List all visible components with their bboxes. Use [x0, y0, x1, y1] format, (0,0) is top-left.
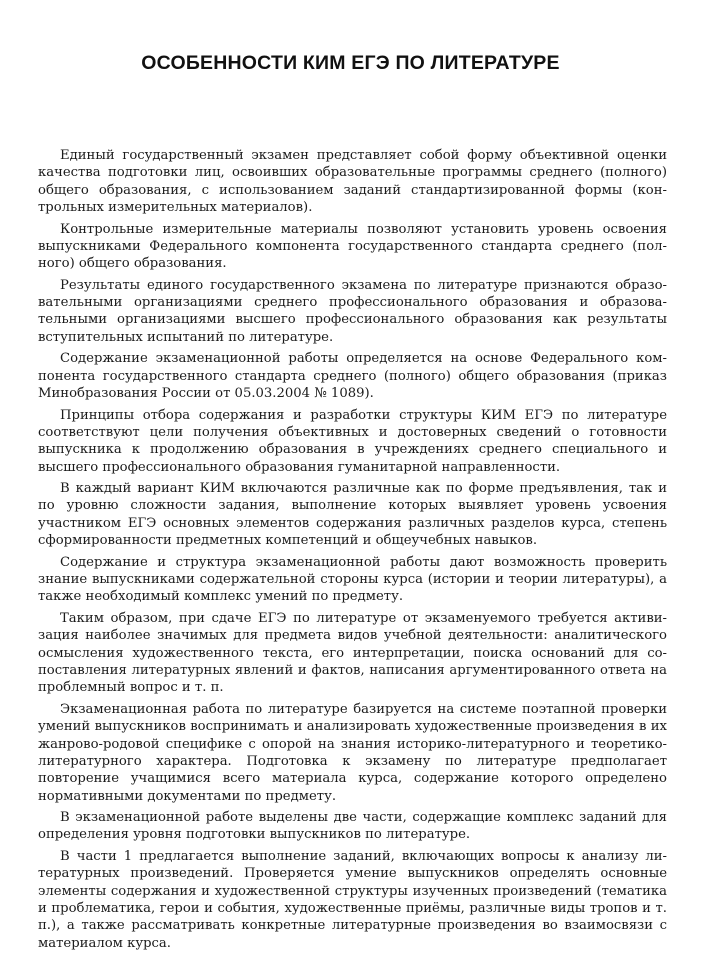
page-title: ОСОБЕННОСТИ КИМ ЕГЭ ПО ЛИТЕРАТУРЕ: [141, 52, 560, 74]
body-text: [38, 147, 667, 956]
paragraph: Принципы отбора содержания и разработки структуры КИМ ЕГЭ по литературе соответствуют цели получения объективных и достоверных сведений о готовности выпускника к продолжению образования в учреждениях среднего специального и высшего профессионального образования гуманитарной направленности.: [38, 407, 667, 475]
paragraph: Контрольные измерительные материалы позволяют установить уровень освоения выпускниками Федерального компонента государственного стандарта среднего (полного) общего образования.: [38, 221, 667, 272]
paragraph: Содержание экзаменационной работы определяется на основе Федерального компонента государственного стандарта среднего (полного) общего образования (приказ Минобразования России от 05.03.2004 № 1089).: [38, 351, 667, 402]
paragraph: Единый государственный экзамен представляет собой форму объективной оценки качества подготовки лиц, освоивших образовательные программы среднего (полного) общего образования, с использованием заданий стандартизированной формы (контрольных измерительных материалов).: [38, 148, 667, 216]
paragraph: Результаты единого государственного экзамена по литературе признаются образовательными организациями среднего профессионального образования и образовательными организациями высшего профессионального образования как результаты вступительных испытаний по литературе.: [38, 277, 667, 345]
paragraph: В части 1 предлагается выполнение заданий, включающих вопросы к анализу литературных произведений. Проверяется умение выпускников определять основные элементы содержания и художественной структуры изученных произведений (тематика и проблематика, герои и события, художественные приёмы, различные виды тропов и т. п.), а также рассматривать конкретные литературные произведения во взаимосвязи с материалом курса.: [38, 848, 667, 951]
paragraph: В каждый вариант КИМ включаются различные как по форме предъявления, так и по уровню сложности задания, выполнение которых выявляет уровень усвоения участником ЕГЭ основных элементов содержания различных разделов курса, степень сформированности предметных компетенций и общеучебных навыков.: [38, 481, 667, 549]
paragraph: Экзаменационная работа по литературе базируется на системе поэтапной проверки умений выпускников воспринимать и анализировать художественные произведения в их жанрово-родовой специфике с опорой на знания историко-литературного и теоретико-литературного характера. Подготовка к экзамену по литературе предполагает повторение учащимися всего материала курса, содержание которого определено нормативными документами по предмету.: [38, 701, 667, 804]
paragraph: В экзаменационной работе выделены две части, содержащие комплекс заданий для определения уровня подготовки выпускников по литературе.: [38, 810, 667, 843]
paragraph: Содержание и структура экзаменационной работы дают возможность проверить знание выпускниками содержательной стороны курса (истории и теории литературы), а также необходимый комплекс умений по предмету.: [38, 554, 667, 605]
paragraph: Таким образом, при сдаче ЕГЭ по литературе от экзаменуемого требуется активизация наиболее значимых для предмета видов учебной деятельности: аналитического осмысления художественного текста, его интерпретации, поиска оснований для сопоставления литературных явлений и фактов, написания аргументированного ответа на проблемный вопрос и т. п.: [38, 610, 667, 696]
